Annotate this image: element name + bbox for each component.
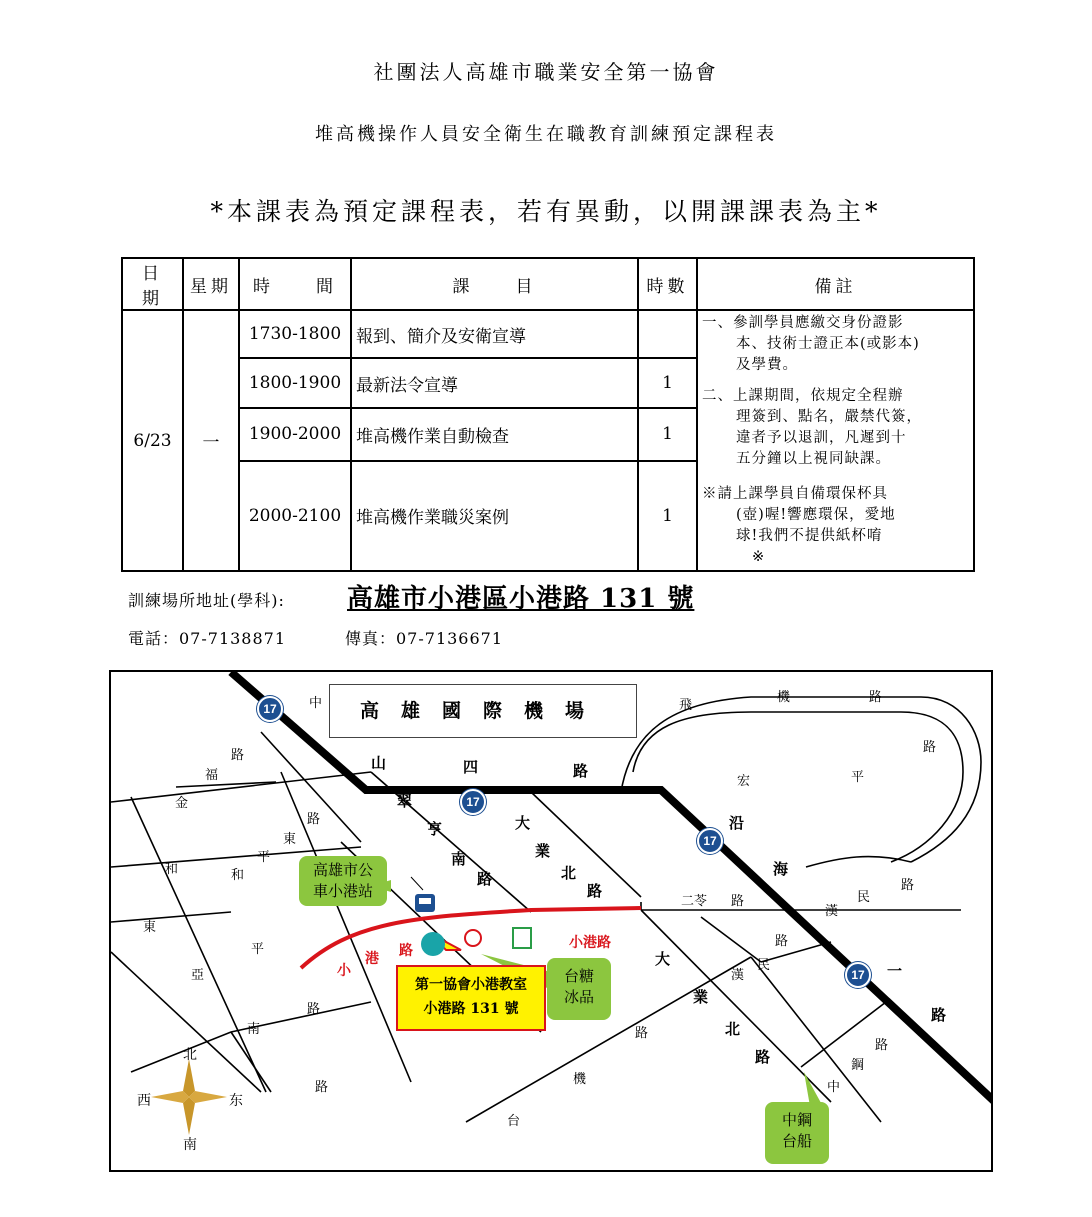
highway-17-icon: 17 xyxy=(845,962,871,988)
road-label: 機 xyxy=(777,690,791,705)
note-line: 一、參訓學員應繳交身份證影 xyxy=(702,315,904,331)
hours-cell: 1 xyxy=(638,461,697,571)
road-label: 大 xyxy=(655,950,671,968)
taisugar-line: 冰品 xyxy=(563,989,594,1006)
xiaogang-road-label: 小港路 xyxy=(569,935,611,951)
road-label: 北 xyxy=(561,864,577,882)
road-label: 四 xyxy=(463,758,479,776)
road-label: 中 xyxy=(827,1080,841,1095)
road-label: 路 xyxy=(931,1006,947,1024)
road-label: 路 xyxy=(869,690,883,705)
road-label: 路 xyxy=(731,894,745,909)
road-label: 路 xyxy=(875,1038,889,1053)
fax: 傳真：07-7136671 xyxy=(345,629,504,648)
road-label: 業 xyxy=(693,988,709,1006)
compass-west: 西 xyxy=(137,1093,151,1109)
road-label: 中 xyxy=(309,696,323,711)
road-label: 福 xyxy=(205,768,219,783)
road-label: 路 xyxy=(315,1080,329,1095)
road-label: 民 xyxy=(757,958,771,973)
time-cell: 1730-1800 xyxy=(239,310,351,358)
road-label: 業 xyxy=(535,842,551,860)
compass-south: 南 xyxy=(183,1137,197,1153)
road-label: 路 xyxy=(755,1048,771,1066)
road-label: 路 xyxy=(477,870,493,888)
header-weekday: 星期 xyxy=(183,258,239,310)
road-label: 路 xyxy=(775,934,789,949)
subject-cell: 堆高機作業職災案例 xyxy=(351,461,638,571)
road-label: 金 xyxy=(175,796,189,811)
schedule-table xyxy=(121,257,975,572)
road-label: 民 xyxy=(857,890,871,905)
road-label: 飛 xyxy=(679,698,693,713)
road-label: 亨 xyxy=(427,820,443,838)
subject-cell: 報到、簡介及安衛宣導 xyxy=(351,310,638,358)
csc-line: 台船 xyxy=(781,1133,812,1150)
road-label: 漢 xyxy=(825,904,839,919)
road-label: 平 xyxy=(251,942,265,957)
road-label: 北 xyxy=(725,1020,741,1038)
note-line: 及學費。 xyxy=(736,357,798,373)
time-cell: 1800-1900 xyxy=(239,358,351,408)
csc-callout xyxy=(765,1102,829,1164)
hours-cell xyxy=(638,310,697,358)
hours-cell: 1 xyxy=(638,408,697,460)
note-line: 理簽到、點名，嚴禁代簽， xyxy=(736,409,922,425)
road-label: 鋼 xyxy=(851,1058,865,1073)
table-header-row xyxy=(122,258,974,310)
road-label: 沿 xyxy=(729,814,745,832)
phone: 電話：07-7138871 xyxy=(128,629,287,648)
road-label: 二苓 xyxy=(681,894,708,909)
classroom-line: 第一協會小港教室 xyxy=(415,977,527,993)
hours-cell: 1 xyxy=(638,358,697,408)
weekday-cell: 一 xyxy=(183,310,239,571)
location-map xyxy=(109,670,993,1172)
subject-cell: 堆高機作業自動檢查 xyxy=(351,408,638,460)
bus-stop-line: 車小港站 xyxy=(312,883,373,900)
highway-17-icon: 17 xyxy=(697,828,723,854)
road-label: 平 xyxy=(851,770,865,785)
road-label: 海 xyxy=(773,860,789,878)
notes-cell xyxy=(697,310,974,571)
road-label: 南 xyxy=(247,1022,261,1037)
airport-label: 高雄國際機場 xyxy=(329,684,637,738)
note-line: ※請上課學員自備環保杯具 xyxy=(702,486,888,502)
note-line: 二、上課期間，依規定全程辦 xyxy=(702,388,904,404)
road-label: 路 xyxy=(923,740,937,755)
note-line: 違者予以退訓，凡遲到十 xyxy=(736,430,907,446)
bus-stop-line: 高雄市公 xyxy=(312,862,373,879)
highway-17-icon: 17 xyxy=(460,789,486,815)
road-label: 漢 xyxy=(731,968,745,983)
road-label: 路 xyxy=(901,878,915,893)
bus-stop-callout xyxy=(299,856,387,906)
road-label: 和 xyxy=(231,868,245,883)
road-label: 山 xyxy=(371,754,387,772)
road-label: 路 xyxy=(635,1026,649,1041)
road-label: 東 xyxy=(283,832,297,847)
note-line: 本、技術士證正本(或影本) xyxy=(736,336,920,352)
road-label: 路 xyxy=(399,943,413,959)
header-subject: 課 目 xyxy=(351,258,638,310)
note-line: (壺)喔!響應環保，愛地 xyxy=(736,507,896,523)
header-notes: 備註 xyxy=(697,258,974,310)
taisugar-callout xyxy=(547,958,611,1020)
address-label: 訓練場所地址(學科): xyxy=(128,591,285,610)
subject-cell: 最新法令宣導 xyxy=(351,358,638,408)
classroom-callout xyxy=(396,965,546,1031)
road-label: 大 xyxy=(515,814,531,832)
note-line: 球!我們不提供紙杯唷 xyxy=(736,528,883,544)
taisugar-line: 台糖 xyxy=(563,968,594,985)
course-title: 堆高機操作人員安全衛生在職教育訓練預定課程表 xyxy=(315,124,777,145)
time-cell: 1900-2000 xyxy=(239,408,351,460)
time-cell: 2000-2100 xyxy=(239,461,351,571)
compass-north: 北 xyxy=(183,1047,197,1063)
date-cell: 6/23 xyxy=(122,310,183,571)
road-label: 平 xyxy=(257,850,271,865)
road-label: 路 xyxy=(231,748,245,763)
road-label: 和 xyxy=(165,862,179,877)
header-hours: 時數 xyxy=(638,258,697,310)
note-line: 五分鐘以上視同缺課。 xyxy=(736,451,891,467)
road-label: 一 xyxy=(887,962,903,980)
road-label: 台 xyxy=(507,1114,521,1129)
note-line: ※ xyxy=(752,549,766,565)
highway-17-icon: 17 xyxy=(257,696,283,722)
road-label: 路 xyxy=(307,1002,321,1017)
road-label: 東 xyxy=(143,920,157,935)
road-label: 亞 xyxy=(191,968,205,983)
classroom-line: 小港路 131 號 xyxy=(423,1001,519,1017)
road-label: 港 xyxy=(365,951,379,967)
header-date: 日 期 xyxy=(122,258,183,310)
csc-line: 中鋼 xyxy=(781,1112,812,1129)
address: 高雄市小港區小港路 131 號 xyxy=(347,584,695,614)
road-label: 路 xyxy=(573,762,589,780)
road-label: 南 xyxy=(451,850,467,868)
road-label: 機 xyxy=(573,1072,587,1087)
road-label: 翠 xyxy=(397,792,413,810)
compass-east: 东 xyxy=(229,1093,243,1109)
road-label: 路 xyxy=(587,882,603,900)
header-time: 時 間 xyxy=(239,258,351,310)
schedule-notice: *本課表為預定課程表，若有異動，以開課課表為主* xyxy=(210,197,882,226)
table-row xyxy=(122,310,974,358)
road-label: 路 xyxy=(307,812,321,827)
road-label: 宏 xyxy=(737,774,751,789)
org-name: 社團法人高雄市職業安全第一協會 xyxy=(373,60,719,84)
road-label: 小 xyxy=(337,963,351,979)
